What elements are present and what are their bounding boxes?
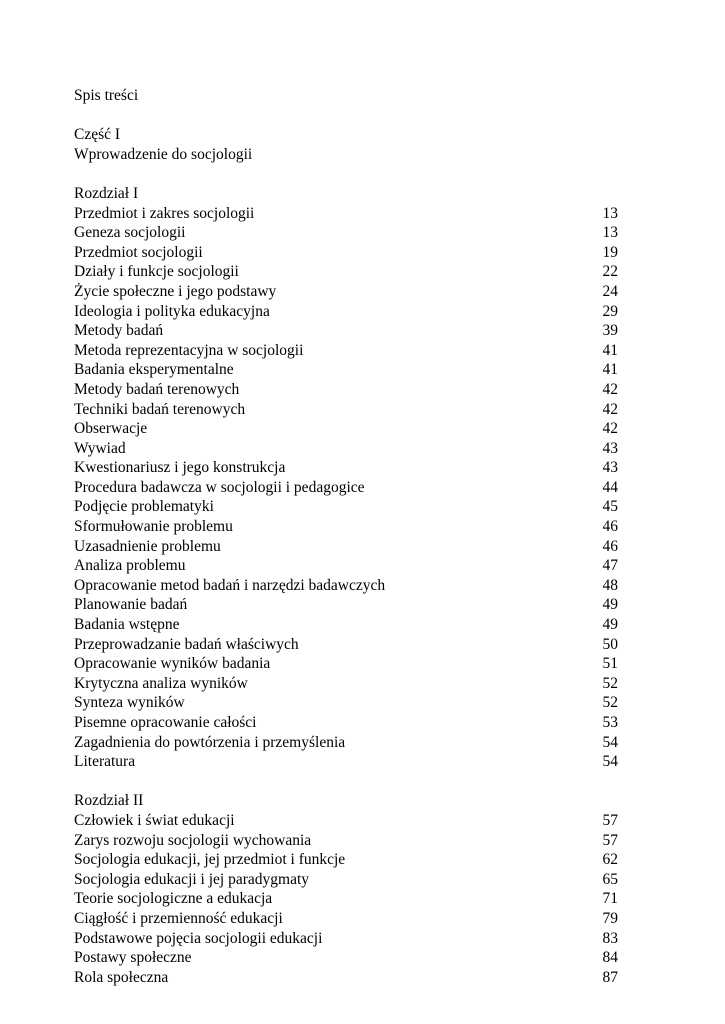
toc-entry [74, 282, 618, 302]
toc-entry [74, 654, 618, 674]
toc-entry-page: 71 [602, 890, 618, 908]
toc-entry-page: 54 [602, 753, 618, 771]
toc-entry-page: 51 [602, 655, 618, 673]
toc-entry-page: 57 [602, 811, 618, 829]
toc-entry-title: Krytyczna analiza wyników [74, 674, 248, 692]
toc-entry-title: Działy i funkcje socjologii [74, 263, 239, 281]
toc-entry [74, 537, 618, 557]
toc-entry [74, 968, 618, 988]
toc-entry [74, 478, 618, 498]
toc-entry [74, 262, 618, 282]
toc-entry [74, 302, 618, 322]
toc-entry [74, 929, 618, 949]
toc-entry [74, 576, 618, 596]
toc-entry-title: Rola społeczna [74, 968, 169, 986]
part-label: Część I [74, 126, 121, 144]
toc-entry [74, 517, 618, 537]
toc-entry [74, 556, 618, 576]
toc-entry-page: 57 [602, 831, 618, 849]
chapter-heading: Rozdział I [74, 184, 139, 202]
toc-entry-title: Badania eksperymentalne [74, 361, 234, 379]
toc-entry-page: 43 [602, 439, 618, 457]
toc-entry-page: 42 [602, 400, 618, 418]
toc-entry-page: 13 [602, 204, 618, 222]
toc-entry-title: Planowanie badań [74, 596, 188, 614]
toc-entry-page: 79 [602, 909, 618, 927]
toc-entry [74, 674, 618, 694]
toc-entry-title: Przedmiot i zakres socjologii [74, 204, 255, 222]
toc-entry [74, 243, 618, 263]
toc-entry [74, 693, 618, 713]
chapter-list [74, 184, 618, 987]
toc-entry-page: 50 [602, 635, 618, 653]
toc-entry-title: Człowiek i świat edukacji [74, 811, 235, 829]
toc-entry [74, 831, 618, 851]
toc-entry [74, 458, 618, 478]
toc-entry [74, 948, 618, 968]
toc-entry [74, 635, 618, 655]
toc-entry-title: Zarys rozwoju socjologii wychowania [74, 831, 312, 849]
toc-entry-page: 54 [602, 733, 618, 751]
toc-entry [74, 419, 618, 439]
toc-entry-title: Analiza problemu [74, 557, 186, 575]
toc-entry-title: Literatura [74, 753, 136, 771]
toc-entry-page: 46 [602, 537, 618, 555]
toc-entry-page: 65 [602, 870, 618, 888]
toc-entry-page: 22 [602, 263, 618, 281]
table-of-contents [74, 86, 618, 987]
toc-entry-title: Życie społeczne i jego podstawy [74, 282, 277, 300]
toc-entry-title: Ciągłość i przemienność edukacji [74, 909, 283, 927]
spacer [74, 164, 618, 184]
toc-entry-title: Procedura badawcza w socjologii i pedagogice [74, 478, 365, 496]
toc-entry [74, 439, 618, 459]
toc-entry-page: 19 [602, 243, 618, 261]
toc-entry-page: 39 [602, 322, 618, 340]
toc-entry-page: 83 [602, 929, 618, 947]
toc-entry [74, 752, 618, 772]
toc-entry-title: Metody badań terenowych [74, 380, 240, 398]
toc-entry-title: Socjologia edukacji, jej przedmiot i funkcje [74, 851, 346, 869]
toc-entry [74, 360, 618, 380]
toc-entry-title: Uzasadnienie problemu [74, 537, 221, 555]
toc-entry-title: Opracowanie metod badań i narzędzi badawczych [74, 576, 386, 594]
toc-entry [74, 497, 618, 517]
toc-entry-page: 62 [602, 851, 618, 869]
toc-entry-title: Synteza wyników [74, 694, 185, 712]
toc-entry-page: 87 [602, 968, 618, 986]
toc-entry-page: 47 [602, 557, 618, 575]
toc-entry-title: Metoda reprezentacyjna w socjologii [74, 341, 304, 359]
toc-entry [74, 204, 618, 224]
toc-entry-page: 48 [602, 576, 618, 594]
toc-entry-title: Obserwacje [74, 420, 148, 438]
toc-entry-title: Zagadnienia do powtórzenia i przemyślenia [74, 733, 346, 751]
toc-entry-title: Badania wstępne [74, 616, 180, 634]
toc-entry-title: Kwestionariusz i jego konstrukcja [74, 459, 286, 477]
toc-entry-page: 42 [602, 380, 618, 398]
toc-entry-title: Postawy społeczne [74, 949, 192, 967]
toc-entry-page: 49 [602, 596, 618, 614]
toc-entry [74, 733, 618, 753]
toc-entry-title: Teorie socjologiczne a edukacja [74, 890, 273, 908]
toc-entry [74, 595, 618, 615]
toc-entry-title: Opracowanie wyników badania [74, 655, 271, 673]
toc-entry [74, 909, 618, 929]
toc-entry-title: Wywiad [74, 439, 126, 457]
toc-entry-page: 24 [602, 282, 618, 300]
toc-entry-title: Przedmiot socjologii [74, 243, 203, 261]
toc-entry [74, 615, 618, 635]
chapter-heading: Rozdział II [74, 792, 144, 810]
toc-entry-title: Socjologia edukacji i jej paradygmaty [74, 870, 310, 888]
toc-entry [74, 811, 618, 831]
toc-entry-page: 41 [602, 341, 618, 359]
toc-entry-page: 84 [602, 949, 618, 967]
toc-entry-page: 52 [602, 694, 618, 712]
part-name: Wprowadzenie do socjologii [74, 145, 253, 163]
toc-entry-page: 41 [602, 361, 618, 379]
toc-entry [74, 850, 618, 870]
toc-entry [74, 400, 618, 420]
toc-entry-title: Podjęcie problematyki [74, 498, 214, 516]
toc-entry [74, 889, 618, 909]
toc-entry [74, 380, 618, 400]
toc-entry-title: Podstawowe pojęcia socjologii edukacji [74, 929, 323, 947]
toc-entry-title: Geneza socjologii [74, 224, 186, 242]
toc-entry-page: 46 [602, 518, 618, 536]
toc-title: Spis treści [74, 87, 139, 104]
toc-entry-page: 29 [602, 302, 618, 320]
toc-entry-page: 42 [602, 420, 618, 438]
toc-entry [74, 870, 618, 890]
toc-entry-title: Techniki badań terenowych [74, 400, 246, 418]
toc-entry [74, 223, 618, 243]
toc-entry-page: 49 [602, 616, 618, 634]
toc-entry-page: 13 [602, 224, 618, 242]
toc-entry-title: Pisemne opracowanie całości [74, 714, 257, 731]
toc-entry-title: Sformułowanie problemu [74, 518, 233, 536]
toc-entry-title: Ideologia i polityka edukacyjna [74, 302, 270, 320]
toc-entry-page: 52 [602, 674, 618, 692]
spacer [74, 772, 618, 792]
toc-entry [74, 713, 618, 733]
toc-entry-title: Przeprowadzanie badań właściwych [74, 635, 299, 653]
toc-entry-page: 43 [602, 459, 618, 477]
toc-entry [74, 321, 618, 341]
toc-entry-page: 45 [602, 498, 618, 516]
toc-entry [74, 341, 618, 361]
toc-entry-title: Metody badań [74, 322, 164, 340]
toc-entry-page: 53 [602, 714, 618, 731]
toc-entry-page: 44 [602, 478, 618, 496]
